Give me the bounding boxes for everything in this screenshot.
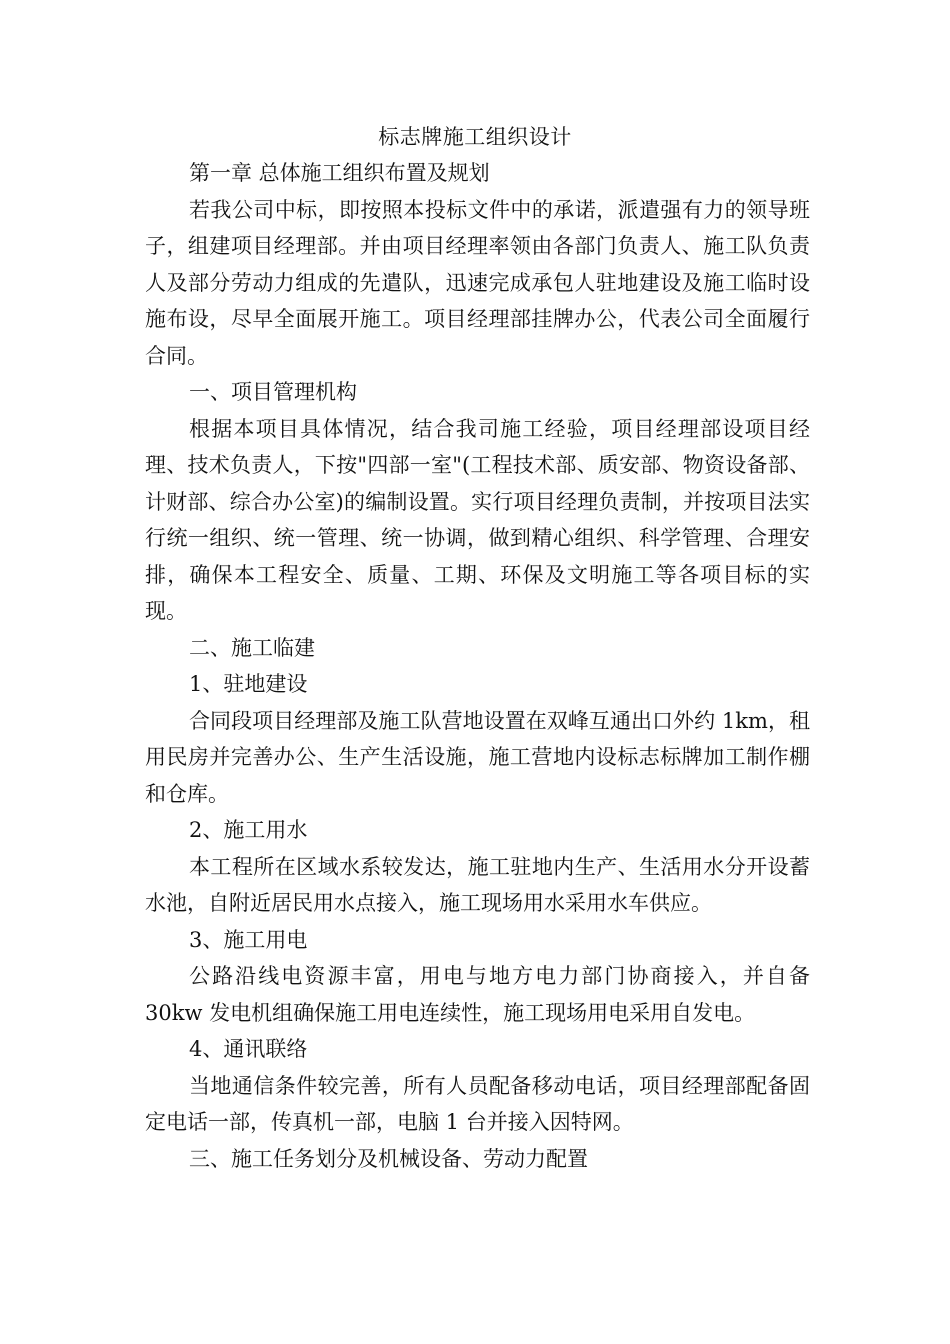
body-paragraph: 本工程所在区域水系较发达，施工驻地内生产、生活用水分开设蓄水池，自附近居民用水点接入，施工现场用水采用水车供应。 xyxy=(145,854,810,915)
subsection-heading: 3、施工用电 xyxy=(189,927,308,952)
section-heading: 二、施工临建 xyxy=(189,635,315,660)
document-body xyxy=(145,155,810,1177)
subsection-heading: 4、通讯联络 xyxy=(189,1037,308,1061)
document-title: 标志牌施工组织设计 xyxy=(378,125,572,149)
subsection-heading: 2、施工用水 xyxy=(189,818,308,842)
body-paragraph: 合同段项目经理部及施工队营地设置在双峰互通出口外约 1km，租用民房并完善办公、生产生活设施，施工营地内设标志标牌加工制作棚和仓库。 xyxy=(145,708,810,806)
body-paragraph: 根据本项目具体情况，结合我司施工经验，项目经理部设项目经理、技术负责人，下按"四部一室"(工程技术部、质安部、物资设备部、计财部、综合办公室)的编制设置。实行项目经理负责制，并按项目法实行统一组织、统一管理、统一协调，做到精心组织、科学管理、合理安排，确保本工程安全、质量、工期、环保及文明施工等各项目标的实现。 xyxy=(145,416,810,623)
body-paragraph: 当地通信条件较完善，所有人员配备移动电话，项目经理部配备固定电话一部，传真机一部，电脑 1 台并接入因特网。 xyxy=(145,1073,810,1134)
section-heading: 三、施工任务划分及机械设备、劳动力配置 xyxy=(189,1146,588,1171)
body-paragraph: 公路沿线电资源丰富，用电与地方电力部门协商接入，并自备 30kw 发电机组确保施工用电连续性，施工现场用电采用自发电。 xyxy=(145,964,810,1025)
section-heading: 一、项目管理机构 xyxy=(189,380,357,404)
subsection-heading: 1、驻地建设 xyxy=(189,672,308,696)
chapter-heading: 第一章 总体施工组织布置及规划 xyxy=(189,161,490,185)
body-paragraph: 若我公司中标，即按照本投标文件中的承诺，派遣强有力的领导班子，组建项目经理部。并由项目经理率领由各部门负责人、施工队负责人及部分劳动力组成的先遣队，迅速完成承包人驻地建设及施工临时设施布设，尽早全面展开施工。项目经理部挂牌办公，代表公司全面履行合同。 xyxy=(145,197,810,368)
